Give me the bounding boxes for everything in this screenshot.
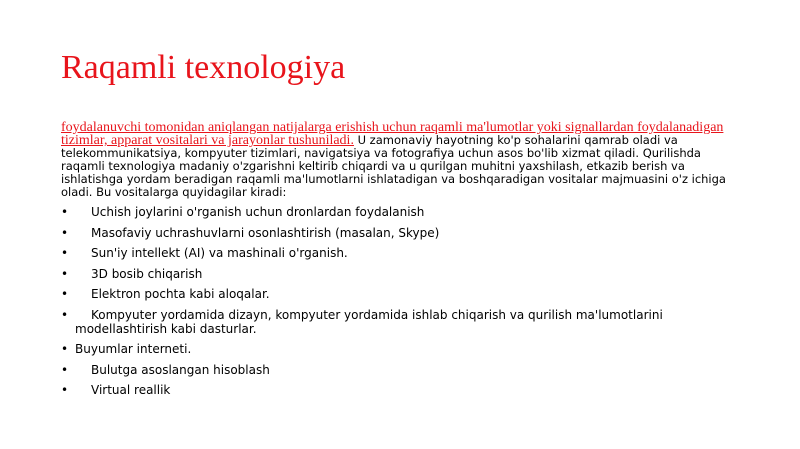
list-item-text: Bulutga asoslangan hisoblash [91,362,270,377]
list-item-text: Masofaviy uchrashuvlarni osonlashtirish (masalan, Skype) [91,225,440,240]
list-item [61,363,741,377]
list-item-text: Elektron pochta kabi aloqalar. [91,287,270,301]
bullet-icon: • [61,307,69,322]
bullet-icon: • [61,246,69,260]
list-item-text: Uchish joylarini o'rganish uchun dronlardan foydalanish [91,205,425,219]
bullet-icon: • [61,287,69,301]
intro-definition-highlight: foydalanuvchi tomonidan aniqlangan natijalarga erishish uchun raqamli ma'lumotlar yoki signallardan foydalanadigan tizimlar, apparat vositalari va jarayonlar tushuniladi. [61,120,724,148]
list-item [61,267,741,281]
list-item-text: Virtual reallik [91,383,171,397]
list-item [61,205,741,219]
list-item [61,308,741,336]
list-item [61,383,741,397]
bullet-icon: • [61,225,69,240]
intro-description: U zamonaviy hayotning ko'p sohalarini qamrab oladi va telekommunikatsiya, kompyuter tizimlari, navigatsiya va fotografiya uchun asos bo'lib xizmat qiladi. Qurilishda raqamli texnologiya madaniy o'zgarishni keltirib chiqardi va u qurilgan muhitni yaxshilash, etkazib berish va ishlatishga yordam beradigan raqamli ma'lumotlarni ishlatadigan va boshqaradigan vositalar majmuasini o'z ichiga oladi. Bu vositalarga quyidagilar kiradi: [61,133,726,199]
list-item [61,342,741,356]
bullet-icon: • [61,383,69,397]
list-item-text: Sun'iy intellekt (AI) va mashinali o'rganish. [91,246,348,260]
bullet-icon: • [61,266,69,281]
slide-body [61,121,741,404]
list-item [61,226,741,240]
bullet-icon: • [61,342,69,356]
list-item-text: Buyumlar interneti. [75,342,192,356]
list-item-text: 3D bosib chiqarish [91,266,203,281]
tools-list [61,205,741,397]
list-item [61,287,741,301]
bullet-icon: • [61,362,69,377]
slide-title: Raqamli texnologiya [61,49,346,86]
bullet-icon: • [61,205,69,219]
list-item-text: Kompyuter yordamida dizayn, kompyuter yordamida ishlab chiqarish va qurilish ma'lumotlarini modellashtirish kabi dasturlar. [75,307,663,336]
intro-paragraph [61,121,741,199]
list-item [61,246,741,260]
